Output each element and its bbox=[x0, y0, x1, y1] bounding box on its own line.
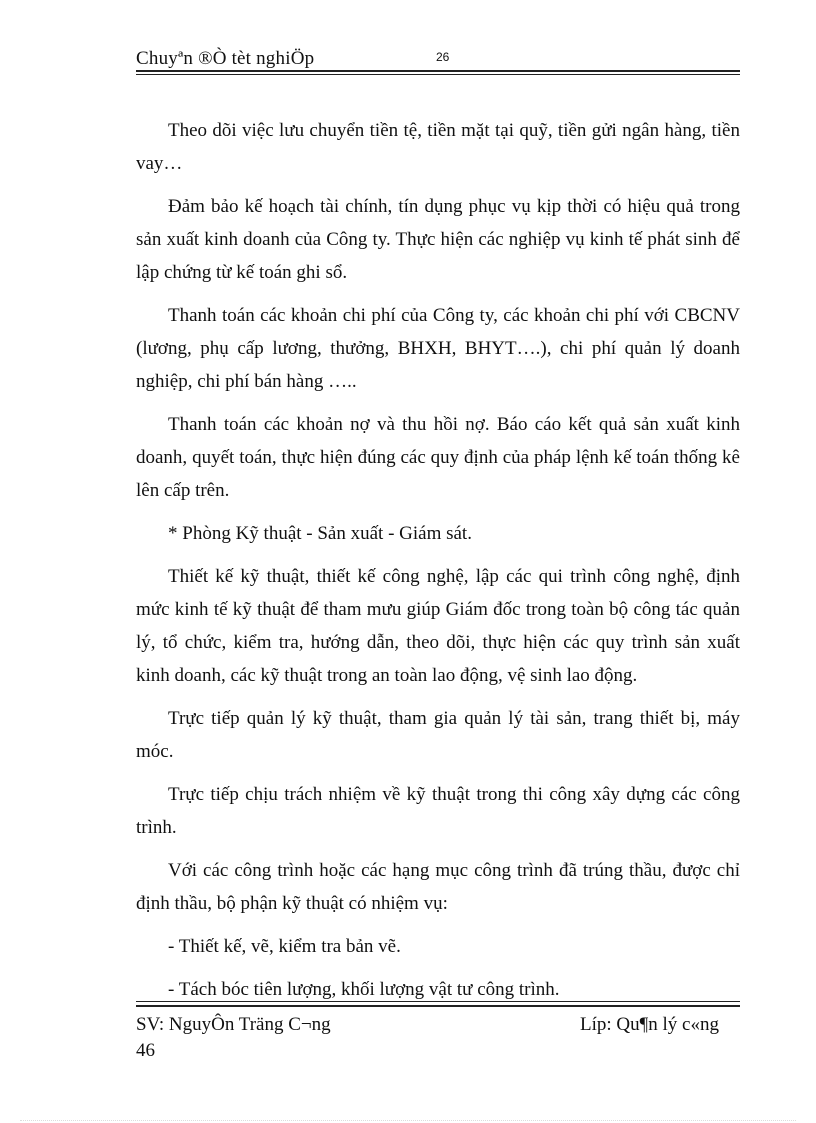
paragraph: Thanh toán các khoản nợ và thu hồi nợ. Báo cáo kết quả sản xuất kinh doanh, quyết toán, thực hiện đúng các quy định của pháp lệnh kế toán thống kê lên cấp trên. bbox=[136, 414, 740, 501]
paragraph: Với các công trình hoặc các hạng mục công trình đã trúng thầu, được chỉ định thầu, bộ phận kỹ thuật có nhiệm vụ: bbox=[136, 860, 740, 914]
body-text bbox=[136, 114, 740, 1016]
page-edge-dots bbox=[20, 1120, 796, 1121]
header-rule-thick bbox=[136, 70, 740, 72]
list-item: - Thiết kế, vẽ, kiểm tra bản vẽ. bbox=[168, 936, 401, 957]
paragraph: Thanh toán các khoản chi phí của Công ty, các khoản chi phí với CBCNV (lương, phụ cấp lương, thưởng, BHXH, BHYT….), chi phí quản lý doanh nghiệp, chi phí bán hàng ….. bbox=[136, 305, 740, 392]
paragraph: Trực tiếp chịu trách nhiệm về kỹ thuật trong thi công xây dựng các công trình. bbox=[136, 784, 740, 838]
header-rule-thin bbox=[136, 74, 740, 75]
paragraph: Đảm bảo kế hoạch tài chính, tín dụng phục vụ kịp thời có hiệu quả trong sản xuất kinh doanh của Công ty. Thực hiện các nghiệp vụ kinh tế phát sinh để lập chứng từ kế toán ghi sổ. bbox=[136, 196, 740, 283]
footer-rule-thin bbox=[136, 1001, 740, 1002]
page-number: 26 bbox=[436, 50, 450, 64]
footer-class: Líp: Qu¶n lý c«ng bbox=[580, 1014, 719, 1035]
paragraph: Trực tiếp quản lý kỹ thuật, tham gia quản lý tài sản, trang thiết bị, máy móc. bbox=[136, 708, 740, 762]
header-title: Chuyªn ®Ò tèt nghiÖp bbox=[136, 48, 315, 69]
list-item: - Tách bóc tiên lượng, khối lượng vật tư công trình. bbox=[168, 979, 560, 1000]
footer-number: 46 bbox=[136, 1040, 155, 1061]
paragraph: Thiết kế kỹ thuật, thiết kế công nghệ, lập các qui trình công nghệ, định mức kinh tế kỹ thuật để tham mưu giúp Giám đốc trong toàn bộ công tác quản lý, tổ chức, kiểm tra, hướng dẫn, theo dõi, thực hiện các quy trình sản xuất kinh doanh, các kỹ thuật trong an toàn lao động, vệ sinh lao động. bbox=[136, 566, 740, 686]
section-heading: * Phòng Kỹ thuật - Sản xuất - Giám sát. bbox=[168, 523, 472, 544]
paragraph: Theo dõi việc lưu chuyển tiền tệ, tiền mặt tại quỹ, tiền gửi ngân hàng, tiền vay… bbox=[136, 120, 740, 174]
footer-rule-thick bbox=[136, 1005, 740, 1007]
footer-student: SV: NguyÔn Träng C¬ng bbox=[136, 1014, 331, 1035]
